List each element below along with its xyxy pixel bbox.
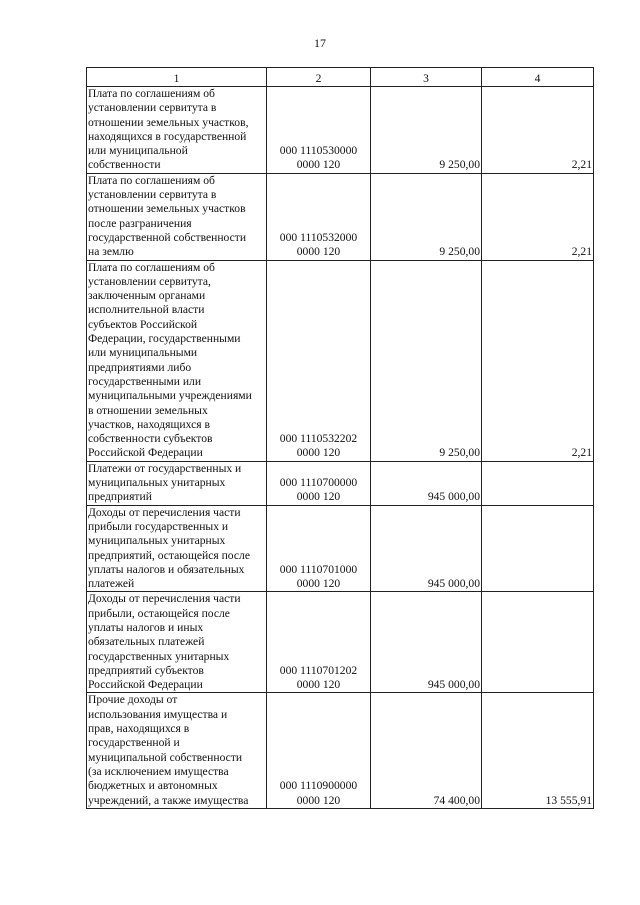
revenue-name-cell: Прочие доходы от использования имущества и прав, находящихся в государственной и муниципальной собственности (за исключением имущества бюджетных и автономных учреждений, а также имущества: [87, 693, 267, 808]
classification-code-cell: 000 1110701202 0000 120: [267, 592, 371, 693]
classification-code-cell: 000 1110530000 0000 120: [267, 87, 371, 174]
revenue-name-cell: Платежи от государственных и муниципальных унитарных предприятий: [87, 461, 267, 505]
actual-amount-cell: 13 555,91: [482, 693, 594, 808]
planned-amount-cell: 945 000,00: [371, 592, 482, 693]
actual-amount-cell: 2,21: [482, 87, 594, 174]
table-row: [87, 173, 594, 260]
table-header-row: [87, 68, 594, 87]
classification-code-cell: 000 1110532202 0000 120: [267, 260, 371, 461]
planned-amount-cell: 9 250,00: [371, 87, 482, 174]
planned-amount-cell: 945 000,00: [371, 461, 482, 505]
planned-amount-cell: 9 250,00: [371, 173, 482, 260]
table-row: [87, 505, 594, 592]
actual-amount-cell: [482, 505, 594, 592]
actual-amount-cell: 2,21: [482, 260, 594, 461]
table-row: [87, 592, 594, 693]
classification-code-cell: 000 1110532000 0000 120: [267, 173, 371, 260]
table-row: [87, 87, 594, 174]
actual-amount-cell: [482, 592, 594, 693]
column-header-4: 4: [482, 68, 594, 87]
revenue-name-cell: Доходы от перечисления части прибыли государственных и муниципальных унитарных предприятий, остающейся после уплаты налогов и обязательных платежей: [87, 505, 267, 592]
classification-code-cell: 000 1110701000 0000 120: [267, 505, 371, 592]
table-row: [87, 461, 594, 505]
column-header-3: 3: [371, 68, 482, 87]
classification-code-cell: 000 1110700000 0000 120: [267, 461, 371, 505]
actual-amount-cell: [482, 461, 594, 505]
table-row: [87, 693, 594, 808]
page-number: 17: [314, 36, 326, 50]
budget-table: [86, 67, 594, 809]
planned-amount-cell: 945 000,00: [371, 505, 482, 592]
revenue-name-cell: Доходы от перечисления части прибыли, остающейся после уплаты налогов и иных обязательных платежей государственных унитарных предприятий субъектов Российской Федерации: [87, 592, 267, 693]
revenue-name-cell: Плата по соглашениям об установлении сервитута, заключенным органами исполнительной власти субъектов Российской Федерации, государственными или муниципальными предприятиями либо государственными или муниципальными учреждениями в отношении земельных участков, находящихся в собственности субъектов Российской Федерации: [87, 260, 267, 461]
table-row: [87, 260, 594, 461]
actual-amount-cell: 2,21: [482, 173, 594, 260]
classification-code-cell: 000 1110900000 0000 120: [267, 693, 371, 808]
column-header-1: 1: [87, 68, 267, 87]
column-header-2: 2: [267, 68, 371, 87]
planned-amount-cell: 9 250,00: [371, 260, 482, 461]
revenue-name-cell: Плата по соглашениям об установлении сервитута в отношении земельных участков после разграничения государственной собственности на землю: [87, 173, 267, 260]
revenue-name-cell: Плата по соглашениям об установлении сервитута в отношении земельных участков, находящихся в государственной или муниципальной собственности: [87, 87, 267, 174]
planned-amount-cell: 74 400,00: [371, 693, 482, 808]
